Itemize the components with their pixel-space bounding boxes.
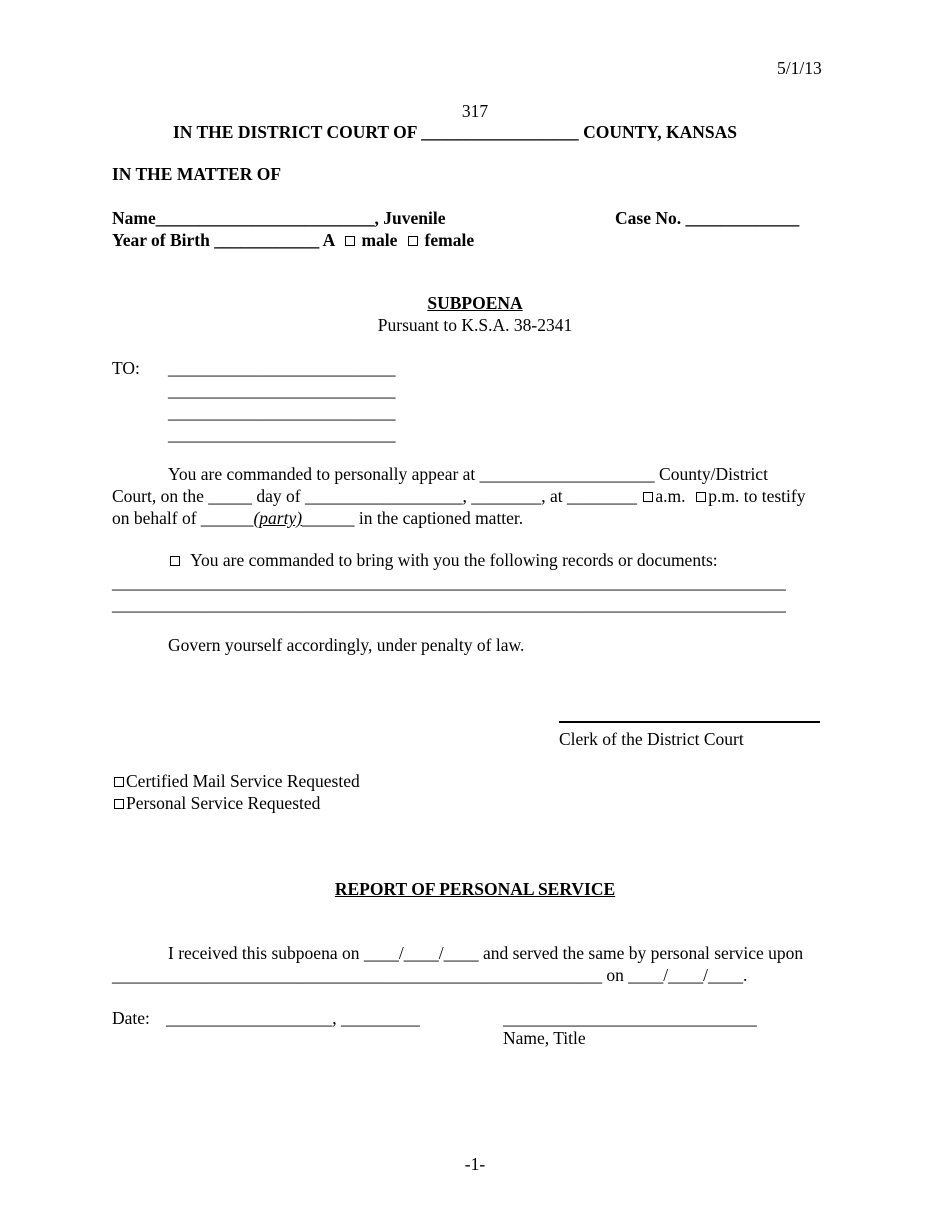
report-date-blank[interactable]: ___________________, _________ bbox=[166, 1008, 420, 1028]
to-blank-line[interactable]: __________________________ bbox=[168, 424, 396, 444]
report-name-title: Name, Title bbox=[503, 1028, 586, 1048]
personal-service-label: Personal Service Requested bbox=[126, 793, 321, 813]
clerk-signature-line[interactable] bbox=[559, 721, 820, 723]
command-line-2 bbox=[112, 486, 805, 506]
records-checkbox[interactable] bbox=[170, 556, 180, 566]
personal-service-option bbox=[112, 793, 320, 813]
report-date-label: Date: bbox=[112, 1008, 150, 1028]
male-label: male bbox=[361, 230, 398, 250]
to-label: TO: bbox=[112, 358, 140, 378]
form-date: 5/1/13 bbox=[777, 58, 822, 78]
juvenile-name-line: Name_________________________, Juvenile bbox=[112, 208, 446, 228]
court-title-right: COUNTY, KANSAS bbox=[583, 122, 738, 142]
female-label: female bbox=[424, 230, 475, 250]
to-blank-line[interactable]: __________________________ bbox=[168, 358, 396, 378]
female-checkbox[interactable] bbox=[408, 236, 418, 246]
subpoena-heading: SUBPOENA bbox=[427, 293, 523, 313]
form-number: 317 bbox=[461, 101, 489, 121]
to-blank-line[interactable]: __________________________ bbox=[168, 380, 396, 400]
certified-mail-label: Certified Mail Service Requested bbox=[126, 771, 360, 791]
year-of-birth-label: Year of Birth ____________ A bbox=[112, 230, 335, 250]
case-number-line: Case No. _____________ bbox=[615, 208, 800, 228]
behalf-of-text: on behalf of ______ bbox=[112, 508, 254, 528]
am-checkbox[interactable] bbox=[643, 492, 653, 502]
report-line-2: ________________________________________________________ on ____/____/____. bbox=[112, 965, 748, 985]
records-blank-line[interactable]: _____________________________________________________________________________ bbox=[112, 594, 786, 614]
male-checkbox[interactable] bbox=[345, 236, 355, 246]
report-heading: REPORT OF PERSONAL SERVICE bbox=[334, 879, 616, 899]
court-title bbox=[173, 122, 737, 142]
command-line-1: You are commanded to personally appear at ____________________ County/District bbox=[168, 464, 768, 484]
birth-sex-line bbox=[112, 230, 474, 250]
command-date-time: Court, on the _____ day of __________________, ________, at ________ bbox=[112, 486, 637, 506]
am-label: a.m. bbox=[655, 486, 686, 506]
certified-mail-checkbox[interactable] bbox=[114, 777, 124, 787]
report-name-line[interactable]: _____________________________ bbox=[503, 1008, 757, 1028]
certified-mail-option bbox=[112, 771, 360, 791]
report-line-1: I received this subpoena on ____/____/____ and served the same by personal service upon bbox=[168, 943, 804, 963]
pm-checkbox[interactable] bbox=[696, 492, 706, 502]
pm-label: p.m. to testify bbox=[708, 486, 806, 506]
clerk-title: Clerk of the District Court bbox=[559, 729, 744, 749]
to-blank-line[interactable]: __________________________ bbox=[168, 402, 396, 422]
command-line-3 bbox=[112, 508, 523, 528]
records-line bbox=[168, 550, 718, 570]
party-placeholder: (party) bbox=[253, 508, 303, 528]
govern-statement: Govern yourself accordingly, under penalty of law. bbox=[168, 635, 525, 655]
records-blank-line[interactable]: _____________________________________________________________________________ bbox=[112, 572, 786, 592]
captioned-matter-text: ______ in the captioned matter. bbox=[302, 508, 524, 528]
page-number: -1- bbox=[464, 1154, 486, 1174]
matter-heading: IN THE MATTER OF bbox=[112, 164, 282, 184]
personal-service-checkbox[interactable] bbox=[114, 799, 124, 809]
statute-reference: Pursuant to K.S.A. 38-2341 bbox=[377, 315, 573, 335]
court-title-left: IN THE DISTRICT COURT OF __________________ bbox=[173, 122, 579, 142]
records-text: You are commanded to bring with you the following records or documents: bbox=[190, 550, 718, 570]
